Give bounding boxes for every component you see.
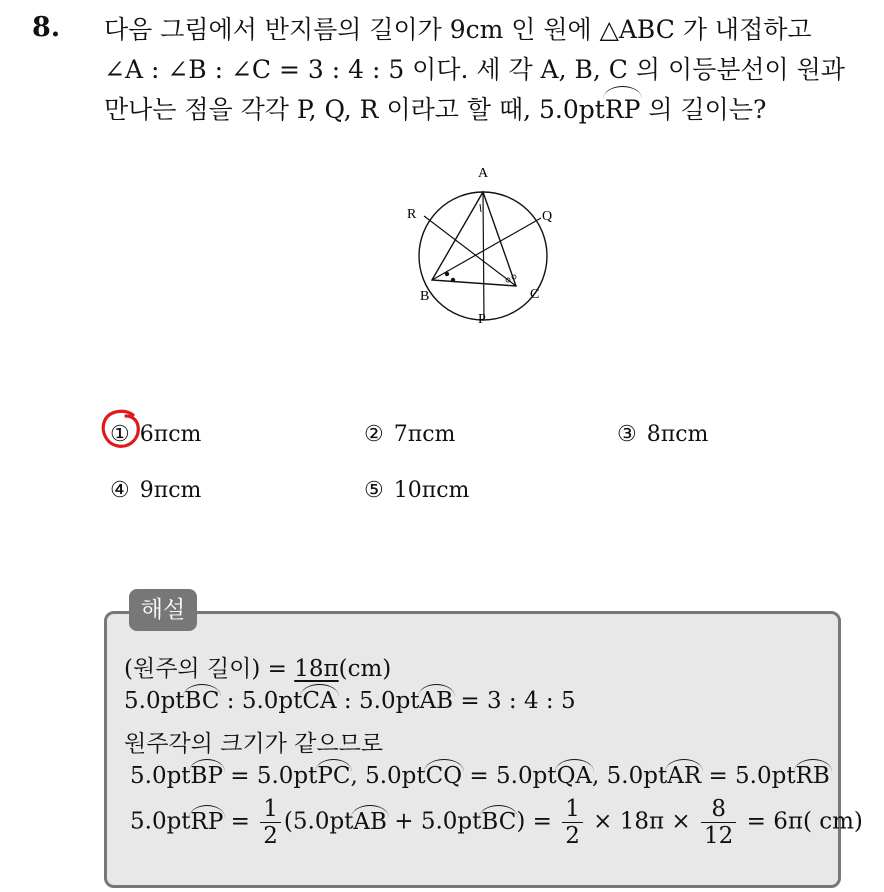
arc-rp: RP: [605, 90, 641, 130]
pt-prefix: 5.0pt: [292, 808, 354, 835]
label-r: R: [407, 207, 417, 222]
fraction-8-12: [701, 796, 736, 849]
label-c: C: [530, 287, 540, 302]
choice-5-num: ⑤: [364, 478, 384, 503]
choice-2[interactable]: [364, 422, 455, 447]
choice-4[interactable]: [110, 478, 201, 503]
arc-cq: CQ: [425, 763, 463, 789]
question-tail: 의 길이는?: [640, 95, 767, 124]
choice-4-text: 9πcm: [139, 478, 202, 503]
ratio-text: = 3 : 4 : 5: [453, 688, 576, 714]
arc-pc: PC: [317, 763, 351, 789]
arc-ab: AB: [419, 688, 454, 714]
fraction-denominator: 2: [263, 823, 278, 849]
solution-line-2: 5.0ptBC : 5.0ptCA : 5.0ptAB = 3 : 4 : 5: [124, 688, 576, 714]
solution-line-5: 5.0ptRP = $\frac{1}{2}$ (5.0ptAB + 5.0ptBC) = $\frac{1}{2}$ × 18π × $\frac{8}{12}$ = 6π( cm): [130, 796, 863, 849]
choice-1-num: ①: [110, 422, 130, 447]
fraction-half: [260, 796, 281, 849]
question-line-1: 다음 그림에서 반지름의 길이가 9cm 인 원에 △ABC 가 내접하고: [104, 15, 812, 44]
arc-bc-sum: BC: [481, 808, 517, 835]
choice-1-text: 6πcm: [139, 422, 202, 447]
choice-3-text: 8πcm: [646, 422, 709, 447]
choice-5-text: 10πcm: [393, 478, 470, 503]
solution-tag: 해설: [129, 589, 197, 631]
pt-prefix: 5.0pt: [606, 763, 668, 789]
solution-line-1-value: 18π: [294, 656, 339, 682]
fraction-numerator: 1: [260, 796, 281, 823]
bisector-cr: [424, 216, 516, 286]
question-line-2: ∠A : ∠B : ∠C = 3 : 4 : 5 이다. 세 각 A, B, C 의 이등분선이 원과: [104, 55, 845, 84]
arc-ca: CA: [302, 688, 337, 714]
choice-5[interactable]: [364, 478, 469, 503]
question-text: [104, 10, 866, 130]
label-p: P: [478, 312, 486, 327]
choice-3[interactable]: [617, 422, 708, 447]
pt-prefix: 5.0pt: [256, 763, 318, 789]
pt-prefix: 5.0pt: [735, 763, 796, 789]
label-a: A: [478, 166, 489, 181]
pt-prefix: 5.0pt: [124, 688, 185, 714]
question-number: 8.: [32, 12, 61, 43]
pt-prefix: 5.0pt: [365, 763, 426, 789]
circle-triangle-figure: [404, 160, 564, 330]
bisector-ap: [483, 192, 484, 320]
solution-line-1: [124, 650, 391, 683]
solution-line-1-prefix: (원주의 길이) =: [124, 656, 295, 682]
pt-prefix: 5.0pt: [420, 808, 482, 835]
pt-prefix: 5.0pt: [130, 763, 191, 789]
pt-prefix: 5.0pt: [241, 688, 303, 714]
pt-prefix: 5.0pt: [359, 688, 420, 714]
arc-rb: RB: [795, 763, 830, 789]
choice-1[interactable]: [110, 422, 201, 447]
label-q: Q: [542, 209, 553, 224]
arc-rp-lhs: RP: [190, 808, 224, 835]
pt-prefix: 5.0pt: [496, 763, 557, 789]
arc-bc: BC: [184, 688, 220, 714]
arc-bp: BP: [190, 763, 223, 789]
angle-a-mark: [480, 204, 481, 212]
bisector-bq: [432, 218, 541, 280]
choice-4-num: ④: [110, 478, 130, 503]
angle-b-mark-1: [445, 272, 449, 276]
mid-text: × 18π ×: [585, 808, 699, 835]
pt-prefix: 5.0pt: [130, 808, 191, 835]
solution-line-3: 원주각의 크기가 같으므로: [124, 731, 384, 757]
fraction-numerator: 1: [562, 796, 583, 823]
arc-ab-sum: AB: [353, 808, 387, 835]
fraction-denominator: 2: [565, 823, 580, 849]
label-b: B: [420, 289, 430, 304]
question-line-3: [104, 90, 866, 130]
arc-qa: QA: [556, 763, 593, 789]
result-text: = 6π( cm): [739, 808, 863, 835]
question-line-3-text: 만나는 점을 각각 P, Q, R 이라고 할 때, 5.0pt: [104, 95, 605, 124]
solution-line-4: 5.0ptBP = 5.0ptPC, 5.0ptCQ = 5.0ptQA, 5.0ptAR = 5.0ptRB: [130, 763, 830, 789]
solution-line-1-unit: (cm): [338, 656, 392, 682]
fraction-denominator: 12: [704, 823, 734, 849]
fraction-half-2: [562, 796, 583, 849]
choice-2-num: ②: [364, 422, 384, 447]
choice-2-text: 7πcm: [393, 422, 456, 447]
arc-ar: AR: [667, 763, 702, 789]
angle-b-mark-2: [451, 278, 455, 282]
fraction-numerator: 8: [701, 796, 736, 823]
choice-3-num: ③: [617, 422, 637, 447]
